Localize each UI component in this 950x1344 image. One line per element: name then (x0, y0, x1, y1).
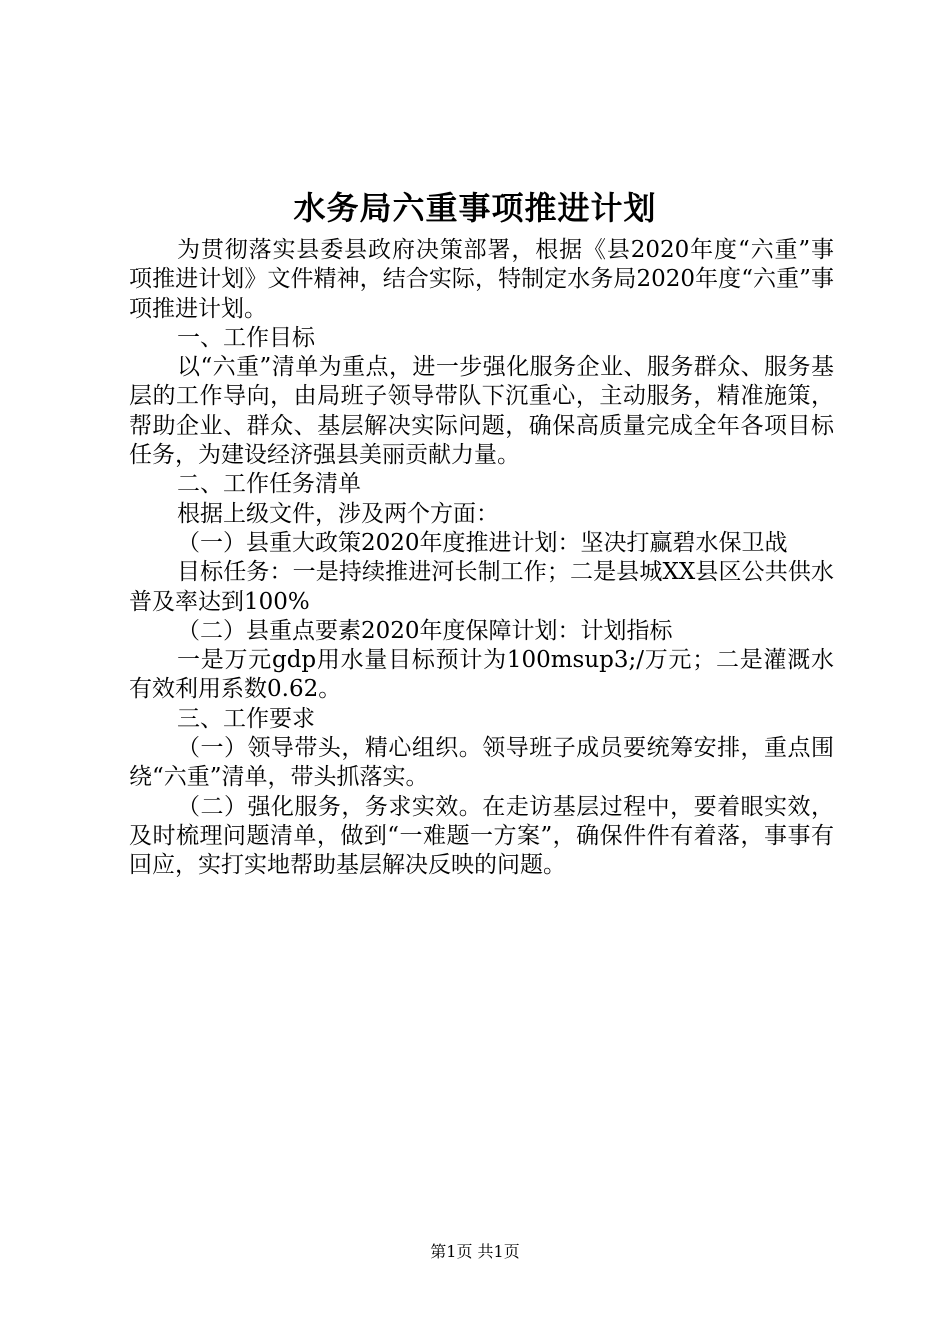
paragraph-guarantee-plan: （二）县重点要素2020年度保障计划：计划指标 (177, 617, 673, 644)
heading-task-list: 二、工作任务清单 (177, 471, 361, 498)
paragraph-requirement-2: （二）强化服务，务求实效。在走访基层过程中，要着眼实效，及时梳理问题清单，做到“一难题一方案”，确保件件有着落，事事有回应，实打实地帮助基层解决反映的问题。 (129, 793, 834, 879)
paragraph-work-goal: 以“六重”清单为重点，进一步强化服务企业、服务群众、服务基层的工作导向，由局班子领导带队下沉重心，主动服务，精准施策，帮助企业、群众、基层解决实际问题，确保高质量完成全年各项目标任务，为建设经济强县美丽贡献力量。 (129, 354, 834, 469)
paragraph-policy-plan: （一）县重大政策2020年度推进计划：坚决打赢碧水保卫战 (177, 529, 788, 556)
paragraph-guarantee-targets: 一是万元gdp用水量目标预计为100msup3;/万元；二是灌溉水有效利用系数0.62。 (129, 647, 834, 703)
document-body (129, 236, 834, 881)
paragraph-task-list-intro: 根据上级文件，涉及两个方面： (177, 500, 499, 527)
paragraph-policy-targets: 目标任务：一是持续推进河长制工作；二是县城XX县区公共供水普及率达到100% (129, 559, 834, 615)
page-footer: 第1页 共1页 (430, 1242, 520, 1261)
heading-work-goal: 一、工作目标 (177, 324, 315, 351)
heading-work-requirements: 三、工作要求 (177, 705, 315, 732)
paragraph-intro: 为贯彻落实县委县政府决策部署，根据《县2020年度“六重”事项推进计划》文件精神，结合实际，特制定水务局2020年度“六重”事项推进计划。 (129, 237, 834, 322)
document-title: 水务局六重事项推进计划 (293, 189, 657, 227)
paragraph-requirement-1: （一）领导带头，精心组织。领导班子成员要统筹安排，重点围绕“六重”清单，带头抓落实。 (129, 735, 834, 791)
